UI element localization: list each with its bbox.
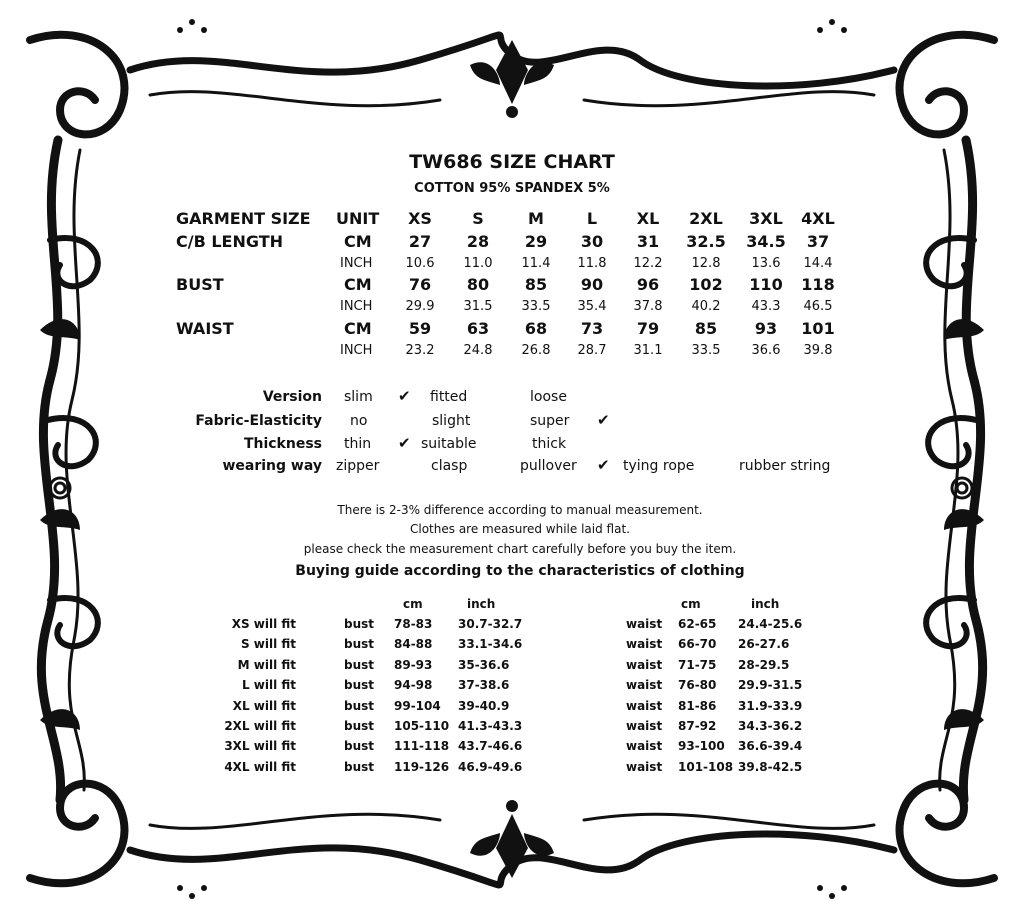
inch-value-cell: 28.7	[577, 343, 607, 358]
inch-value-cell: 37.8	[633, 299, 663, 314]
cm-value-cell: 34.5	[746, 232, 786, 251]
cm-value-cell: 76	[408, 275, 432, 294]
waist-inch-range: 36.6-39.4	[738, 739, 803, 753]
attribute-option: zipper	[336, 458, 380, 474]
waist-label: waist	[626, 658, 663, 672]
attribute-label: wearing way	[222, 458, 322, 474]
waist-label: waist	[626, 719, 663, 733]
measurement-name: BUST	[176, 275, 224, 294]
cm-value-cell: 28	[466, 232, 490, 251]
waist-cm-range: 87-92	[678, 719, 717, 733]
size-column-header: M	[528, 209, 544, 228]
cm-value-cell: 73	[580, 319, 604, 338]
size-column-header: 2XL	[689, 209, 723, 228]
bust-inch-range: 35-36.6	[458, 658, 510, 672]
inch-value-cell: 13.6	[751, 256, 781, 271]
cm-value-cell: 27	[408, 232, 432, 251]
attribute-option: slim	[344, 389, 373, 405]
cm-unit-label: CM	[344, 319, 372, 338]
attribute-option: rubber string	[739, 458, 831, 474]
fit-size-label: XL will fit	[232, 699, 296, 713]
inch-value-cell: 24.8	[463, 343, 493, 358]
measurement-name: WAIST	[176, 319, 234, 338]
bust-label: bust	[344, 719, 375, 733]
size-column-header: XL	[636, 209, 660, 228]
inch-value-cell: 12.2	[633, 256, 663, 271]
inch-value-cell: 33.5	[521, 299, 551, 314]
attribute-option: suitable	[421, 436, 477, 452]
waist-inch-range: 26-27.6	[738, 637, 790, 651]
bust-cm-range: 119-126	[394, 760, 450, 774]
inch-value-cell: 23.2	[405, 343, 435, 358]
cm-value-cell: 37	[806, 232, 830, 251]
inch-value-cell: 43.3	[751, 299, 781, 314]
cm-value-cell: 85	[694, 319, 718, 338]
page-title: TW686 SIZE CHART	[409, 151, 615, 173]
waist-label: waist	[626, 760, 663, 774]
garment-size-label: GARMENT SIZE	[176, 209, 311, 228]
cm-value-cell: 63	[466, 319, 490, 338]
bust-inch-range: 41.3-43.3	[458, 719, 523, 733]
inch-value-cell: 31.5	[463, 299, 493, 314]
cm-value-cell: 30	[580, 232, 604, 251]
bust-cm-range: 89-93	[394, 658, 433, 672]
checkmark-icon: ✔	[398, 434, 411, 452]
cm-value-cell: 90	[580, 275, 604, 294]
bust-inch-range: 39-40.9	[458, 699, 510, 713]
size-column-header: XS	[408, 209, 432, 228]
inch-value-cell: 11.0	[463, 256, 493, 271]
cm-value-cell: 101	[801, 319, 835, 338]
cm-value-cell: 102	[689, 275, 723, 294]
bust-label: bust	[344, 760, 375, 774]
waist-cm-header: cm	[681, 597, 701, 611]
cm-value-cell: 29	[524, 232, 548, 251]
attribute-option: pullover	[520, 458, 577, 474]
inch-unit-label: INCH	[340, 299, 373, 314]
bust-cm-range: 111-118	[394, 739, 450, 753]
cm-unit-label: CM	[344, 275, 372, 294]
bust-label: bust	[344, 678, 375, 692]
bust-label: bust	[344, 699, 375, 713]
fit-size-label: S will fit	[240, 637, 296, 651]
attribute-option: fitted	[430, 389, 468, 405]
attribute-option: slight	[432, 413, 471, 429]
cm-value-cell: 118	[801, 275, 835, 294]
fit-size-label: L will fit	[241, 678, 296, 692]
size-column-header: L	[586, 209, 598, 228]
inch-value-cell: 11.8	[577, 256, 607, 271]
inch-value-cell: 46.5	[803, 299, 833, 314]
cm-value-cell: 93	[754, 319, 778, 338]
fit-size-label: 3XL will fit	[224, 739, 296, 753]
waist-cm-range: 71-75	[678, 658, 717, 672]
cm-value-cell: 110	[749, 275, 783, 294]
inch-value-cell: 12.8	[691, 256, 721, 271]
material-composition: COTTON 95% SPANDEX 5%	[414, 181, 610, 196]
checkmark-icon: ✔	[398, 387, 411, 405]
bust-inch-range: 46.9-49.6	[458, 760, 523, 774]
inch-unit-label: INCH	[340, 256, 373, 271]
guide-title: Buying guide according to the characteristics of clothing	[295, 563, 745, 579]
attribute-option: clasp	[431, 458, 468, 474]
waist-cm-range: 76-80	[678, 678, 717, 692]
checkmark-icon: ✔	[597, 411, 610, 429]
note-line: please check the measurement chart carefully before you buy the item.	[303, 542, 737, 556]
cm-value-cell: 85	[524, 275, 548, 294]
waist-cm-range: 101-108	[678, 760, 734, 774]
bust-inch-range: 43.7-46.6	[458, 739, 523, 753]
measurement-name: C/B LENGTH	[176, 232, 284, 251]
cm-value-cell: 68	[524, 319, 548, 338]
waist-label: waist	[626, 617, 663, 631]
note-line: There is 2-3% difference according to manual measurement.	[337, 503, 703, 517]
waist-label: waist	[626, 678, 663, 692]
waist-inch-range: 29.9-31.5	[738, 678, 803, 692]
waist-inch-range: 28-29.5	[738, 658, 790, 672]
inch-value-cell: 10.6	[405, 256, 435, 271]
attribute-option: thin	[344, 436, 372, 452]
inch-value-cell: 11.4	[521, 256, 551, 271]
cm-unit-label: CM	[344, 232, 372, 251]
attribute-option: super	[530, 413, 570, 429]
inch-value-cell: 33.5	[691, 343, 721, 358]
inch-value-cell: 29.9	[405, 299, 435, 314]
attribute-label: Fabric-Elasticity	[195, 413, 322, 429]
fit-size-label: XS will fit	[231, 617, 296, 631]
waist-label: waist	[626, 699, 663, 713]
inch-unit-label: INCH	[340, 343, 373, 358]
inch-value-cell: 14.4	[803, 256, 833, 271]
inch-value-cell: 39.8	[803, 343, 833, 358]
bust-cm-range: 84-88	[394, 637, 433, 651]
waist-cm-range: 66-70	[678, 637, 717, 651]
size-column-header: 3XL	[749, 209, 783, 228]
unit-column-header: UNIT	[336, 209, 380, 228]
inch-value-cell: 35.4	[577, 299, 607, 314]
bust-inch-range: 33.1-34.6	[458, 637, 523, 651]
attribute-label: Thickness	[243, 436, 322, 452]
attribute-option: thick	[532, 436, 567, 452]
cm-value-cell: 59	[408, 319, 432, 338]
size-column-header: S	[472, 209, 484, 228]
bust-label: bust	[344, 637, 375, 651]
size-column-header: 4XL	[801, 209, 835, 228]
attribute-label: Version	[262, 389, 322, 405]
waist-inch-header: inch	[751, 597, 780, 611]
attribute-option: tying rope	[623, 458, 695, 474]
bust-label: bust	[344, 658, 375, 672]
note-line: Clothes are measured while laid flat.	[410, 522, 630, 536]
cm-value-cell: 96	[636, 275, 660, 294]
waist-inch-range: 31.9-33.9	[738, 699, 803, 713]
bust-inch-range: 37-38.6	[458, 678, 510, 692]
fit-size-label: 2XL will fit	[224, 719, 296, 733]
bust-cm-header: cm	[403, 597, 423, 611]
waist-inch-range: 34.3-36.2	[738, 719, 803, 733]
bust-cm-range: 78-83	[394, 617, 433, 631]
waist-cm-range: 62-65	[678, 617, 717, 631]
fit-size-label: 4XL will fit	[224, 760, 296, 774]
inch-value-cell: 31.1	[633, 343, 663, 358]
inch-value-cell: 36.6	[751, 343, 781, 358]
waist-label: waist	[626, 637, 663, 651]
cm-value-cell: 32.5	[686, 232, 726, 251]
inch-value-cell: 26.8	[521, 343, 551, 358]
cm-value-cell: 79	[636, 319, 660, 338]
waist-inch-range: 39.8-42.5	[738, 760, 803, 774]
bust-cm-range: 105-110	[394, 719, 450, 733]
checkmark-icon: ✔	[597, 456, 610, 474]
cm-value-cell: 31	[636, 232, 660, 251]
waist-inch-range: 24.4-25.6	[738, 617, 803, 631]
fit-size-label: M will fit	[237, 658, 296, 672]
waist-cm-range: 81-86	[678, 699, 717, 713]
inch-value-cell: 40.2	[691, 299, 721, 314]
waist-cm-range: 93-100	[678, 739, 725, 753]
bust-cm-range: 99-104	[394, 699, 441, 713]
bust-cm-range: 94-98	[394, 678, 433, 692]
waist-label: waist	[626, 739, 663, 753]
bust-inch-header: inch	[467, 597, 496, 611]
bust-label: bust	[344, 739, 375, 753]
cm-value-cell: 80	[466, 275, 490, 294]
attribute-option: no	[350, 413, 368, 429]
attribute-option: loose	[530, 389, 567, 405]
bust-inch-range: 30.7-32.7	[458, 617, 523, 631]
bust-label: bust	[344, 617, 375, 631]
